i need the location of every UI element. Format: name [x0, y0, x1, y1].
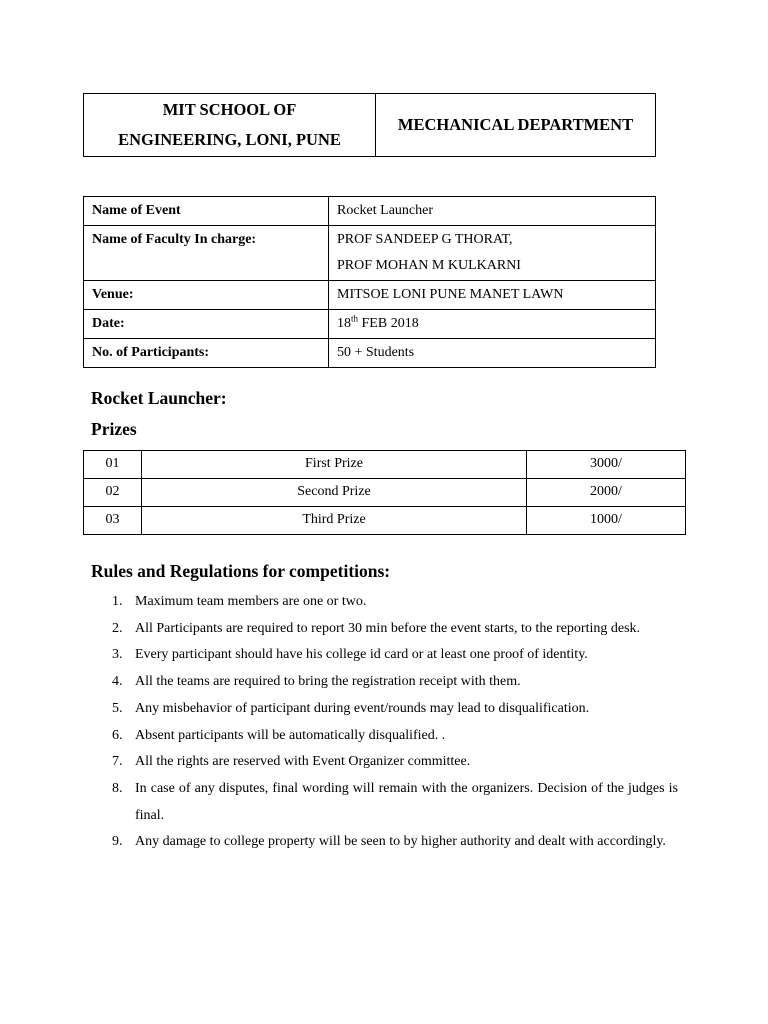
school-name-line1: MIT SCHOOL OF [162, 100, 297, 119]
prize-amount: 1000/ [527, 507, 686, 535]
info-row-date [84, 310, 656, 339]
rule-item [91, 776, 678, 829]
rule-text: In case of any disputes, final wording will remain with the organizers. Decision of the judges is final. [135, 780, 678, 823]
rule-text: All Participants are required to report 30 min before the event starts, to the reporting desk. [135, 620, 641, 636]
prize-name: Second Prize [142, 479, 527, 507]
venue-label: Venue: [84, 281, 329, 310]
rule-text: Maximum team members are one or two. [135, 594, 367, 609]
rule-number: 4. [112, 674, 123, 690]
rule-item [91, 589, 678, 616]
prize-amount: 3000/ [527, 451, 686, 479]
event-name-label: Name of Event [84, 197, 329, 226]
faculty-label: Name of Faculty In charge: [84, 226, 329, 281]
date-day: 18 [337, 316, 351, 331]
rule-item [91, 696, 678, 723]
rule-text: Every participant should have his college id card or at least one proof of identity. [135, 647, 588, 663]
rule-number: 8. [112, 780, 123, 796]
date-rest: FEB 2018 [358, 316, 419, 331]
rule-item [91, 829, 678, 856]
rule-number: 2. [112, 620, 123, 636]
prize-row [84, 451, 686, 479]
prize-name: Third Prize [142, 507, 527, 535]
school-name-line2: ENGINEERING, LONI, PUNE [118, 130, 341, 149]
prize-number: 02 [84, 479, 142, 507]
rule-text: All the teams are required to bring the registration receipt with them. [135, 674, 521, 690]
faculty-name-2: PROF MOHAN M KULKARNI [337, 258, 521, 273]
department-name: MECHANICAL DEPARTMENT [376, 94, 656, 157]
rule-item [91, 669, 678, 696]
info-row-venue [84, 281, 656, 310]
participants-value: 50 + Students [329, 339, 656, 368]
rule-number: 5. [112, 700, 123, 716]
venue-value: MITSOE LONI PUNE MANET LAWN [329, 281, 656, 310]
rules-heading: Rules and Regulations for competitions: [91, 561, 391, 581]
header-table [83, 93, 656, 157]
rule-text: Any damage to college property will be seen to by higher authority and dealt with accordingly. [135, 834, 666, 850]
faculty-value [329, 226, 656, 281]
rule-item [91, 616, 678, 643]
school-name [84, 94, 376, 157]
date-label: Date: [84, 310, 329, 339]
rule-item [91, 642, 678, 669]
prize-number: 01 [84, 451, 142, 479]
event-heading: Rocket Launcher: [91, 388, 227, 408]
rule-text: Absent participants will be automatically disqualified. . [135, 727, 446, 743]
info-row-faculty [84, 226, 656, 281]
prize-amount: 2000/ [527, 479, 686, 507]
rule-number: 7. [112, 754, 123, 770]
info-row-participants [84, 339, 656, 368]
participants-label: No. of Participants: [84, 339, 329, 368]
date-suffix: th [351, 313, 359, 324]
rule-number: 9. [112, 834, 123, 850]
rule-item [91, 723, 678, 750]
prizes-heading: Prizes [91, 419, 137, 439]
prize-row [84, 479, 686, 507]
rule-number: 1. [112, 594, 123, 609]
prize-number: 03 [84, 507, 142, 535]
rule-number: 3. [112, 647, 123, 663]
info-row-event-name [84, 197, 656, 226]
rule-number: 6. [112, 727, 123, 743]
rule-text: Any misbehavior of participant during event/rounds may lead to disqualification. [135, 700, 590, 716]
prize-table [83, 450, 686, 535]
rules-list [91, 589, 678, 856]
rule-text: All the rights are reserved with Event Organizer committee. [135, 754, 471, 770]
prize-row [84, 507, 686, 535]
rule-item [91, 749, 678, 776]
prize-name: First Prize [142, 451, 527, 479]
event-info-table [83, 196, 656, 368]
faculty-name-1: PROF SANDEEP G THORAT, [337, 232, 513, 247]
event-name-value: Rocket Launcher [329, 197, 656, 226]
date-value [329, 310, 656, 339]
